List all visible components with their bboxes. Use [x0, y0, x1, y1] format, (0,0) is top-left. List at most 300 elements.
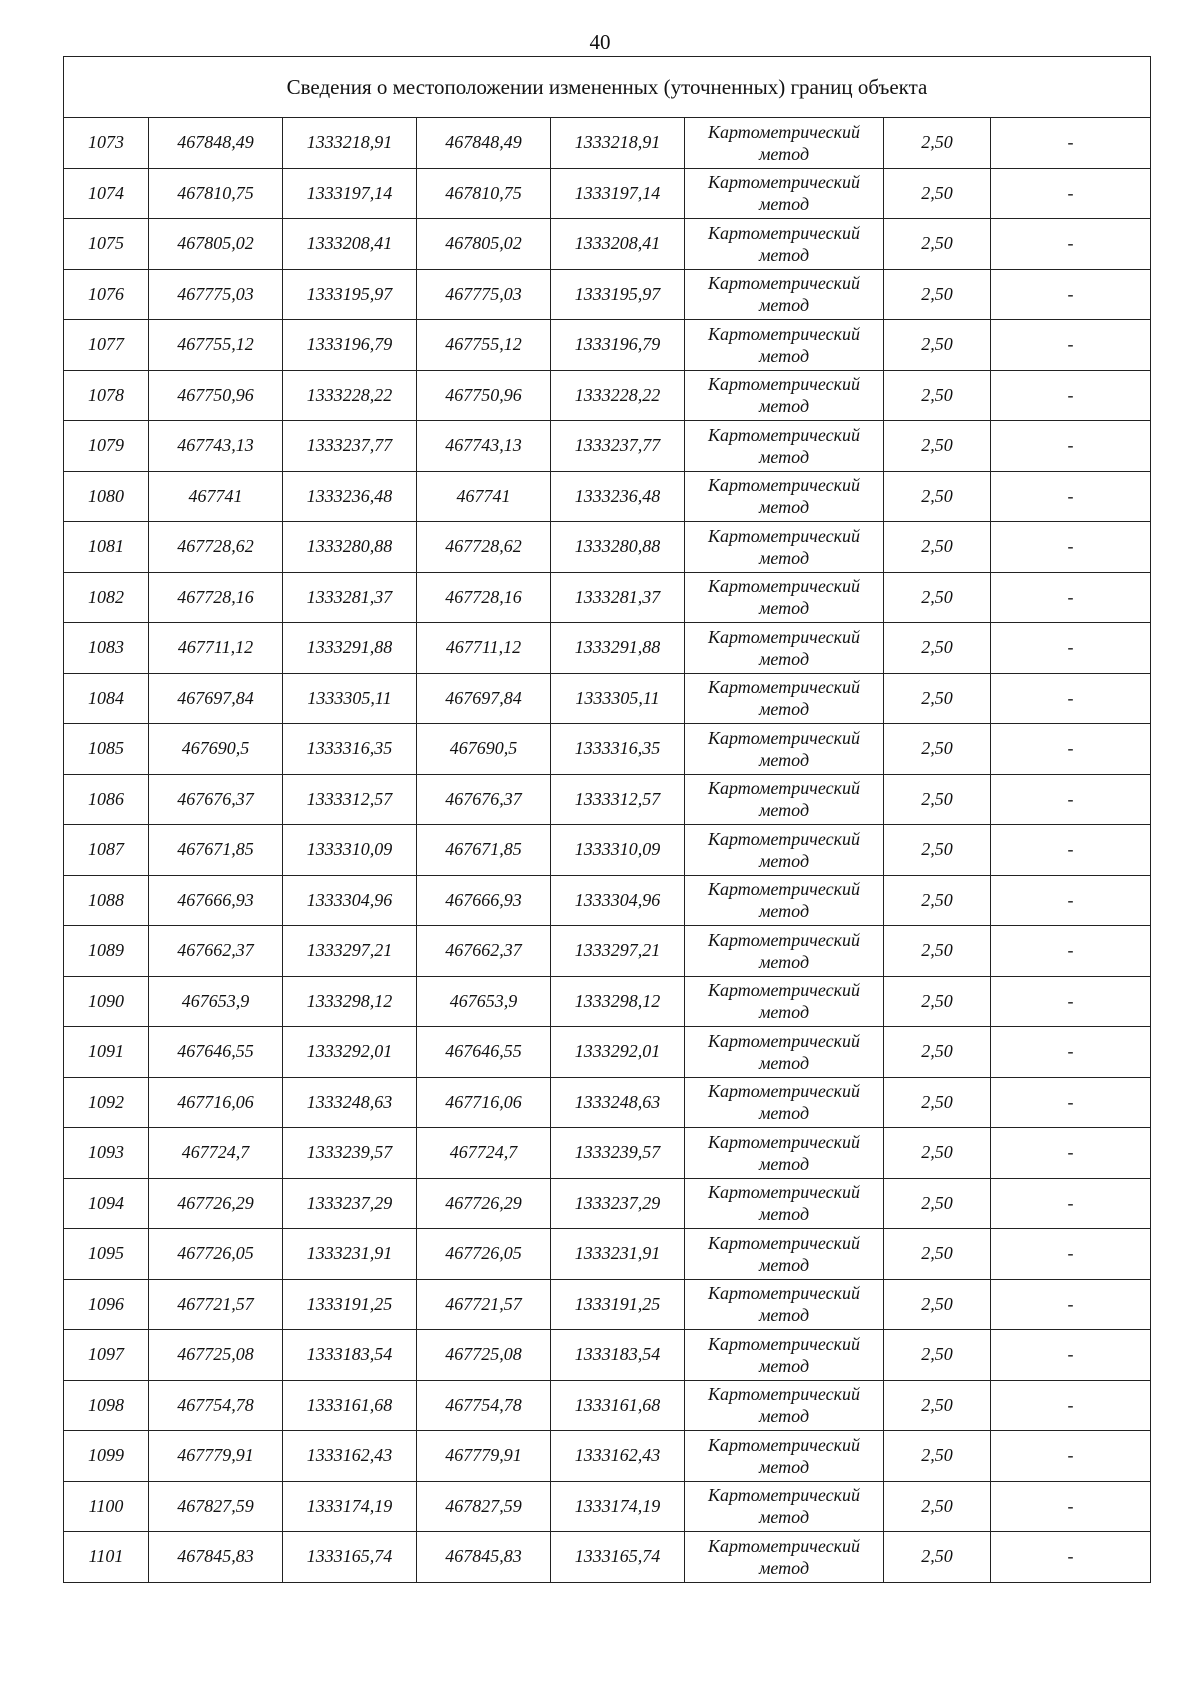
method-line-2: метод: [758, 1204, 810, 1225]
method-cell: [685, 1279, 884, 1330]
method-line-1: Картометрический: [707, 273, 860, 294]
method-cell: [685, 1229, 884, 1280]
x-refined-cell: 467741: [417, 471, 551, 522]
y-existing-cell: 1333304,96: [283, 875, 417, 926]
method-cell: [685, 926, 884, 977]
table-row: [64, 219, 1151, 270]
method-cell: [685, 168, 884, 219]
method-line-1: Картометрический: [707, 374, 860, 395]
method-cell: [685, 118, 884, 169]
method-line-1: Картометрический: [707, 1434, 860, 1455]
note-cell: -: [991, 1330, 1151, 1381]
y-existing-cell: 1333237,29: [283, 1178, 417, 1229]
method-line-1: Картометрический: [707, 677, 860, 698]
method-line-1: Картометрический: [707, 1283, 860, 1304]
x-refined-cell: 467728,16: [417, 572, 551, 623]
method-cell: [685, 1330, 884, 1381]
method-line-1: Картометрический: [707, 828, 860, 849]
point-number-cell: 1074: [64, 168, 149, 219]
point-number-cell: 1081: [64, 522, 149, 573]
method-cell: [685, 572, 884, 623]
note-cell: -: [991, 1229, 1151, 1280]
x-refined-cell: 467827,59: [417, 1481, 551, 1532]
y-refined-cell: 1333231,91: [551, 1229, 685, 1280]
y-existing-cell: 1333197,14: [283, 168, 417, 219]
x-existing-cell: 467728,62: [149, 522, 283, 573]
point-number-cell: 1099: [64, 1431, 149, 1482]
method-line-2: метод: [758, 648, 810, 669]
method-cell: [685, 219, 884, 270]
method-line-2: метод: [758, 1456, 810, 1477]
y-existing-cell: 1333248,63: [283, 1077, 417, 1128]
point-number-cell: 1090: [64, 976, 149, 1027]
note-cell: -: [991, 1481, 1151, 1532]
method-cell: [685, 1380, 884, 1431]
method-line-1: Картометрический: [707, 626, 860, 647]
y-refined-cell: 1333218,91: [551, 118, 685, 169]
note-cell: -: [991, 1178, 1151, 1229]
x-existing-cell: 467724,7: [149, 1128, 283, 1179]
point-number-cell: 1097: [64, 1330, 149, 1381]
note-cell: -: [991, 320, 1151, 371]
y-existing-cell: 1333281,37: [283, 572, 417, 623]
accuracy-cell: 2,50: [884, 1431, 991, 1482]
x-refined-cell: 467750,96: [417, 370, 551, 421]
method-line-1: Картометрический: [707, 1535, 860, 1556]
method-line-2: метод: [758, 1355, 810, 1376]
table-row: [64, 320, 1151, 371]
y-refined-cell: 1333162,43: [551, 1431, 685, 1482]
y-refined-cell: 1333310,09: [551, 825, 685, 876]
method-line-2: метод: [758, 901, 810, 922]
method-line-1: Картометрический: [707, 1030, 860, 1051]
y-refined-cell: 1333280,88: [551, 522, 685, 573]
y-existing-cell: 1333236,48: [283, 471, 417, 522]
accuracy-cell: 2,50: [884, 1229, 991, 1280]
x-existing-cell: 467666,93: [149, 875, 283, 926]
x-existing-cell: 467690,5: [149, 724, 283, 775]
x-refined-cell: 467779,91: [417, 1431, 551, 1482]
x-existing-cell: 467743,13: [149, 421, 283, 472]
y-refined-cell: 1333281,37: [551, 572, 685, 623]
table-row: [64, 724, 1151, 775]
method-line-2: метод: [758, 446, 810, 467]
note-cell: -: [991, 926, 1151, 977]
x-existing-cell: 467725,08: [149, 1330, 283, 1381]
method-line-1: Картометрический: [707, 1333, 860, 1354]
x-existing-cell: 467711,12: [149, 623, 283, 674]
table-row: [64, 1229, 1151, 1280]
method-cell: [685, 1027, 884, 1078]
accuracy-cell: 2,50: [884, 572, 991, 623]
accuracy-cell: 2,50: [884, 1532, 991, 1583]
y-existing-cell: 1333305,11: [283, 673, 417, 724]
y-existing-cell: 1333280,88: [283, 522, 417, 573]
x-existing-cell: 467805,02: [149, 219, 283, 270]
y-refined-cell: 1333191,25: [551, 1279, 685, 1330]
point-number-cell: 1091: [64, 1027, 149, 1078]
y-refined-cell: 1333183,54: [551, 1330, 685, 1381]
table-row: [64, 1330, 1151, 1381]
y-existing-cell: 1333218,91: [283, 118, 417, 169]
x-existing-cell: 467728,16: [149, 572, 283, 623]
y-refined-cell: 1333165,74: [551, 1532, 685, 1583]
note-cell: -: [991, 1431, 1151, 1482]
method-cell: [685, 522, 884, 573]
method-cell: [685, 1077, 884, 1128]
accuracy-cell: 2,50: [884, 1077, 991, 1128]
note-cell: -: [991, 522, 1151, 573]
method-line-2: метод: [758, 143, 810, 164]
table-row: [64, 269, 1151, 320]
accuracy-cell: 2,50: [884, 1380, 991, 1431]
y-refined-cell: 1333197,14: [551, 168, 685, 219]
x-existing-cell: 467755,12: [149, 320, 283, 371]
method-line-2: метод: [758, 396, 810, 417]
y-existing-cell: 1333191,25: [283, 1279, 417, 1330]
table-row: [64, 168, 1151, 219]
method-cell: [685, 320, 884, 371]
point-number-cell: 1085: [64, 724, 149, 775]
x-refined-cell: 467726,29: [417, 1178, 551, 1229]
accuracy-cell: 2,50: [884, 1027, 991, 1078]
method-cell: [685, 1481, 884, 1532]
method-cell: [685, 370, 884, 421]
method-line-1: Картометрический: [707, 323, 860, 344]
note-cell: -: [991, 1027, 1151, 1078]
method-line-1: Картометрический: [707, 929, 860, 950]
note-cell: -: [991, 118, 1151, 169]
x-refined-cell: 467690,5: [417, 724, 551, 775]
y-existing-cell: 1333237,77: [283, 421, 417, 472]
x-existing-cell: 467845,83: [149, 1532, 283, 1583]
method-line-1: Картометрический: [707, 525, 860, 546]
note-cell: -: [991, 1532, 1151, 1583]
note-cell: -: [991, 774, 1151, 825]
method-cell: [685, 1178, 884, 1229]
y-refined-cell: 1333291,88: [551, 623, 685, 674]
method-line-2: метод: [758, 497, 810, 518]
x-refined-cell: 467721,57: [417, 1279, 551, 1330]
method-cell: [685, 875, 884, 926]
x-existing-cell: 467716,06: [149, 1077, 283, 1128]
method-line-2: метод: [758, 547, 810, 568]
accuracy-cell: 2,50: [884, 774, 991, 825]
y-existing-cell: 1333228,22: [283, 370, 417, 421]
method-line-1: Картометрический: [707, 1232, 860, 1253]
y-existing-cell: 1333161,68: [283, 1380, 417, 1431]
point-number-cell: 1080: [64, 471, 149, 522]
point-number-cell: 1079: [64, 421, 149, 472]
note-cell: -: [991, 471, 1151, 522]
method-line-1: Картометрический: [707, 1485, 860, 1506]
accuracy-cell: 2,50: [884, 522, 991, 573]
method-cell: [685, 673, 884, 724]
note-cell: -: [991, 370, 1151, 421]
method-cell: [685, 1431, 884, 1482]
table-title: Сведения о местоположении измененных (уточненных) границ объекта: [64, 57, 1151, 118]
accuracy-cell: 2,50: [884, 118, 991, 169]
table-row: [64, 1532, 1151, 1583]
method-cell: [685, 623, 884, 674]
y-refined-cell: 1333248,63: [551, 1077, 685, 1128]
x-refined-cell: 467666,93: [417, 875, 551, 926]
point-number-cell: 1084: [64, 673, 149, 724]
method-line-1: Картометрический: [707, 778, 860, 799]
note-cell: -: [991, 168, 1151, 219]
table-row: [64, 774, 1151, 825]
x-refined-cell: 467743,13: [417, 421, 551, 472]
y-refined-cell: 1333239,57: [551, 1128, 685, 1179]
note-cell: -: [991, 825, 1151, 876]
accuracy-cell: 2,50: [884, 1279, 991, 1330]
x-existing-cell: 467741: [149, 471, 283, 522]
table-row: [64, 421, 1151, 472]
point-number-cell: 1083: [64, 623, 149, 674]
y-existing-cell: 1333312,57: [283, 774, 417, 825]
method-cell: [685, 724, 884, 775]
accuracy-cell: 2,50: [884, 1128, 991, 1179]
point-number-cell: 1095: [64, 1229, 149, 1280]
x-refined-cell: 467711,12: [417, 623, 551, 674]
table-row: [64, 1178, 1151, 1229]
method-line-2: метод: [758, 1507, 810, 1528]
y-refined-cell: 1333237,29: [551, 1178, 685, 1229]
y-existing-cell: 1333297,21: [283, 926, 417, 977]
method-line-2: метод: [758, 1002, 810, 1023]
x-refined-cell: 467724,7: [417, 1128, 551, 1179]
y-existing-cell: 1333208,41: [283, 219, 417, 270]
x-existing-cell: 467726,05: [149, 1229, 283, 1280]
x-refined-cell: 467725,08: [417, 1330, 551, 1381]
accuracy-cell: 2,50: [884, 976, 991, 1027]
point-number-cell: 1093: [64, 1128, 149, 1179]
x-refined-cell: 467810,75: [417, 168, 551, 219]
x-existing-cell: 467676,37: [149, 774, 283, 825]
table-row: [64, 926, 1151, 977]
note-cell: -: [991, 219, 1151, 270]
y-existing-cell: 1333310,09: [283, 825, 417, 876]
method-cell: [685, 1532, 884, 1583]
x-refined-cell: 467754,78: [417, 1380, 551, 1431]
y-refined-cell: 1333304,96: [551, 875, 685, 926]
method-line-1: Картометрический: [707, 1182, 860, 1203]
method-cell: [685, 774, 884, 825]
x-refined-cell: 467646,55: [417, 1027, 551, 1078]
method-cell: [685, 825, 884, 876]
note-cell: -: [991, 875, 1151, 926]
point-number-cell: 1086: [64, 774, 149, 825]
method-line-1: Картометрический: [707, 576, 860, 597]
method-line-2: метод: [758, 1254, 810, 1275]
x-refined-cell: 467697,84: [417, 673, 551, 724]
point-number-cell: 1101: [64, 1532, 149, 1583]
method-line-2: метод: [758, 699, 810, 720]
method-line-1: Картометрический: [707, 1081, 860, 1102]
accuracy-cell: 2,50: [884, 219, 991, 270]
y-existing-cell: 1333174,19: [283, 1481, 417, 1532]
y-existing-cell: 1333196,79: [283, 320, 417, 371]
x-existing-cell: 467726,29: [149, 1178, 283, 1229]
note-cell: -: [991, 421, 1151, 472]
accuracy-cell: 2,50: [884, 269, 991, 320]
method-line-1: Картометрический: [707, 222, 860, 243]
accuracy-cell: 2,50: [884, 370, 991, 421]
note-cell: -: [991, 1128, 1151, 1179]
x-refined-cell: 467662,37: [417, 926, 551, 977]
accuracy-cell: 2,50: [884, 1178, 991, 1229]
method-cell: [685, 1128, 884, 1179]
table-row: [64, 1481, 1151, 1532]
method-line-2: метод: [758, 295, 810, 316]
method-cell: [685, 976, 884, 1027]
method-line-1: Картометрический: [707, 121, 860, 142]
x-existing-cell: 467848,49: [149, 118, 283, 169]
y-existing-cell: 1333162,43: [283, 1431, 417, 1482]
x-existing-cell: 467754,78: [149, 1380, 283, 1431]
x-refined-cell: 467728,62: [417, 522, 551, 573]
y-refined-cell: 1333298,12: [551, 976, 685, 1027]
y-existing-cell: 1333291,88: [283, 623, 417, 674]
point-number-cell: 1092: [64, 1077, 149, 1128]
y-refined-cell: 1333292,01: [551, 1027, 685, 1078]
method-cell: [685, 471, 884, 522]
method-line-2: метод: [758, 598, 810, 619]
x-refined-cell: 467775,03: [417, 269, 551, 320]
accuracy-cell: 2,50: [884, 1481, 991, 1532]
table-row: [64, 875, 1151, 926]
method-line-2: метод: [758, 1406, 810, 1427]
y-refined-cell: 1333237,77: [551, 421, 685, 472]
point-number-cell: 1098: [64, 1380, 149, 1431]
point-number-cell: 1094: [64, 1178, 149, 1229]
method-line-2: метод: [758, 194, 810, 215]
note-cell: -: [991, 976, 1151, 1027]
point-number-cell: 1096: [64, 1279, 149, 1330]
page-number: 40: [589, 30, 611, 54]
table-row: [64, 471, 1151, 522]
method-line-1: Картометрический: [707, 1131, 860, 1152]
accuracy-cell: 2,50: [884, 471, 991, 522]
y-existing-cell: 1333231,91: [283, 1229, 417, 1280]
accuracy-cell: 2,50: [884, 825, 991, 876]
table-row: [64, 1431, 1151, 1482]
method-line-1: Картометрический: [707, 980, 860, 1001]
y-existing-cell: 1333316,35: [283, 724, 417, 775]
table-row: [64, 1380, 1151, 1431]
accuracy-cell: 2,50: [884, 168, 991, 219]
accuracy-cell: 2,50: [884, 724, 991, 775]
x-existing-cell: 467697,84: [149, 673, 283, 724]
method-line-1: Картометрический: [707, 424, 860, 445]
x-existing-cell: 467646,55: [149, 1027, 283, 1078]
y-refined-cell: 1333174,19: [551, 1481, 685, 1532]
point-number-cell: 1076: [64, 269, 149, 320]
point-number-cell: 1082: [64, 572, 149, 623]
method-line-1: Картометрический: [707, 727, 860, 748]
method-line-2: метод: [758, 345, 810, 366]
y-existing-cell: 1333292,01: [283, 1027, 417, 1078]
method-line-1: Картометрический: [707, 172, 860, 193]
table-row: [64, 673, 1151, 724]
note-cell: -: [991, 724, 1151, 775]
y-refined-cell: 1333316,35: [551, 724, 685, 775]
point-number-cell: 1075: [64, 219, 149, 270]
y-existing-cell: 1333195,97: [283, 269, 417, 320]
table-row: [64, 976, 1151, 1027]
y-refined-cell: 1333297,21: [551, 926, 685, 977]
x-existing-cell: 467775,03: [149, 269, 283, 320]
method-line-2: метод: [758, 1052, 810, 1073]
method-line-2: метод: [758, 800, 810, 821]
method-line-2: метод: [758, 1153, 810, 1174]
method-line-1: Картометрический: [707, 879, 860, 900]
y-existing-cell: 1333239,57: [283, 1128, 417, 1179]
table-row: [64, 623, 1151, 674]
x-refined-cell: 467805,02: [417, 219, 551, 270]
y-existing-cell: 1333183,54: [283, 1330, 417, 1381]
table-row: [64, 118, 1151, 169]
method-cell: [685, 421, 884, 472]
y-refined-cell: 1333305,11: [551, 673, 685, 724]
x-refined-cell: 467676,37: [417, 774, 551, 825]
point-number-cell: 1087: [64, 825, 149, 876]
note-cell: -: [991, 1077, 1151, 1128]
x-refined-cell: 467755,12: [417, 320, 551, 371]
y-refined-cell: 1333312,57: [551, 774, 685, 825]
point-number-cell: 1089: [64, 926, 149, 977]
x-existing-cell: 467653,9: [149, 976, 283, 1027]
x-existing-cell: 467721,57: [149, 1279, 283, 1330]
table-title-row: [64, 57, 1151, 118]
y-existing-cell: 1333165,74: [283, 1532, 417, 1583]
point-number-cell: 1077: [64, 320, 149, 371]
accuracy-cell: 2,50: [884, 926, 991, 977]
method-line-2: метод: [758, 850, 810, 871]
y-refined-cell: 1333236,48: [551, 471, 685, 522]
table-row: [64, 572, 1151, 623]
point-number-cell: 1073: [64, 118, 149, 169]
method-line-2: метод: [758, 951, 810, 972]
accuracy-cell: 2,50: [884, 320, 991, 371]
x-refined-cell: 467653,9: [417, 976, 551, 1027]
x-refined-cell: 467848,49: [417, 118, 551, 169]
table-row: [64, 1077, 1151, 1128]
x-existing-cell: 467750,96: [149, 370, 283, 421]
boundary-coordinates-table: [63, 56, 1151, 1583]
point-number-cell: 1088: [64, 875, 149, 926]
accuracy-cell: 2,50: [884, 875, 991, 926]
y-refined-cell: 1333228,22: [551, 370, 685, 421]
table-row: [64, 1027, 1151, 1078]
y-existing-cell: 1333298,12: [283, 976, 417, 1027]
y-refined-cell: 1333208,41: [551, 219, 685, 270]
y-refined-cell: 1333161,68: [551, 1380, 685, 1431]
x-existing-cell: 467810,75: [149, 168, 283, 219]
table-row: [64, 522, 1151, 573]
x-refined-cell: 467716,06: [417, 1077, 551, 1128]
y-refined-cell: 1333195,97: [551, 269, 685, 320]
x-existing-cell: 467779,91: [149, 1431, 283, 1482]
x-refined-cell: 467671,85: [417, 825, 551, 876]
method-line-2: метод: [758, 1305, 810, 1326]
note-cell: -: [991, 623, 1151, 674]
x-existing-cell: 467662,37: [149, 926, 283, 977]
note-cell: -: [991, 269, 1151, 320]
method-line-1: Картометрический: [707, 1384, 860, 1405]
method-line-2: метод: [758, 1103, 810, 1124]
table-row: [64, 370, 1151, 421]
